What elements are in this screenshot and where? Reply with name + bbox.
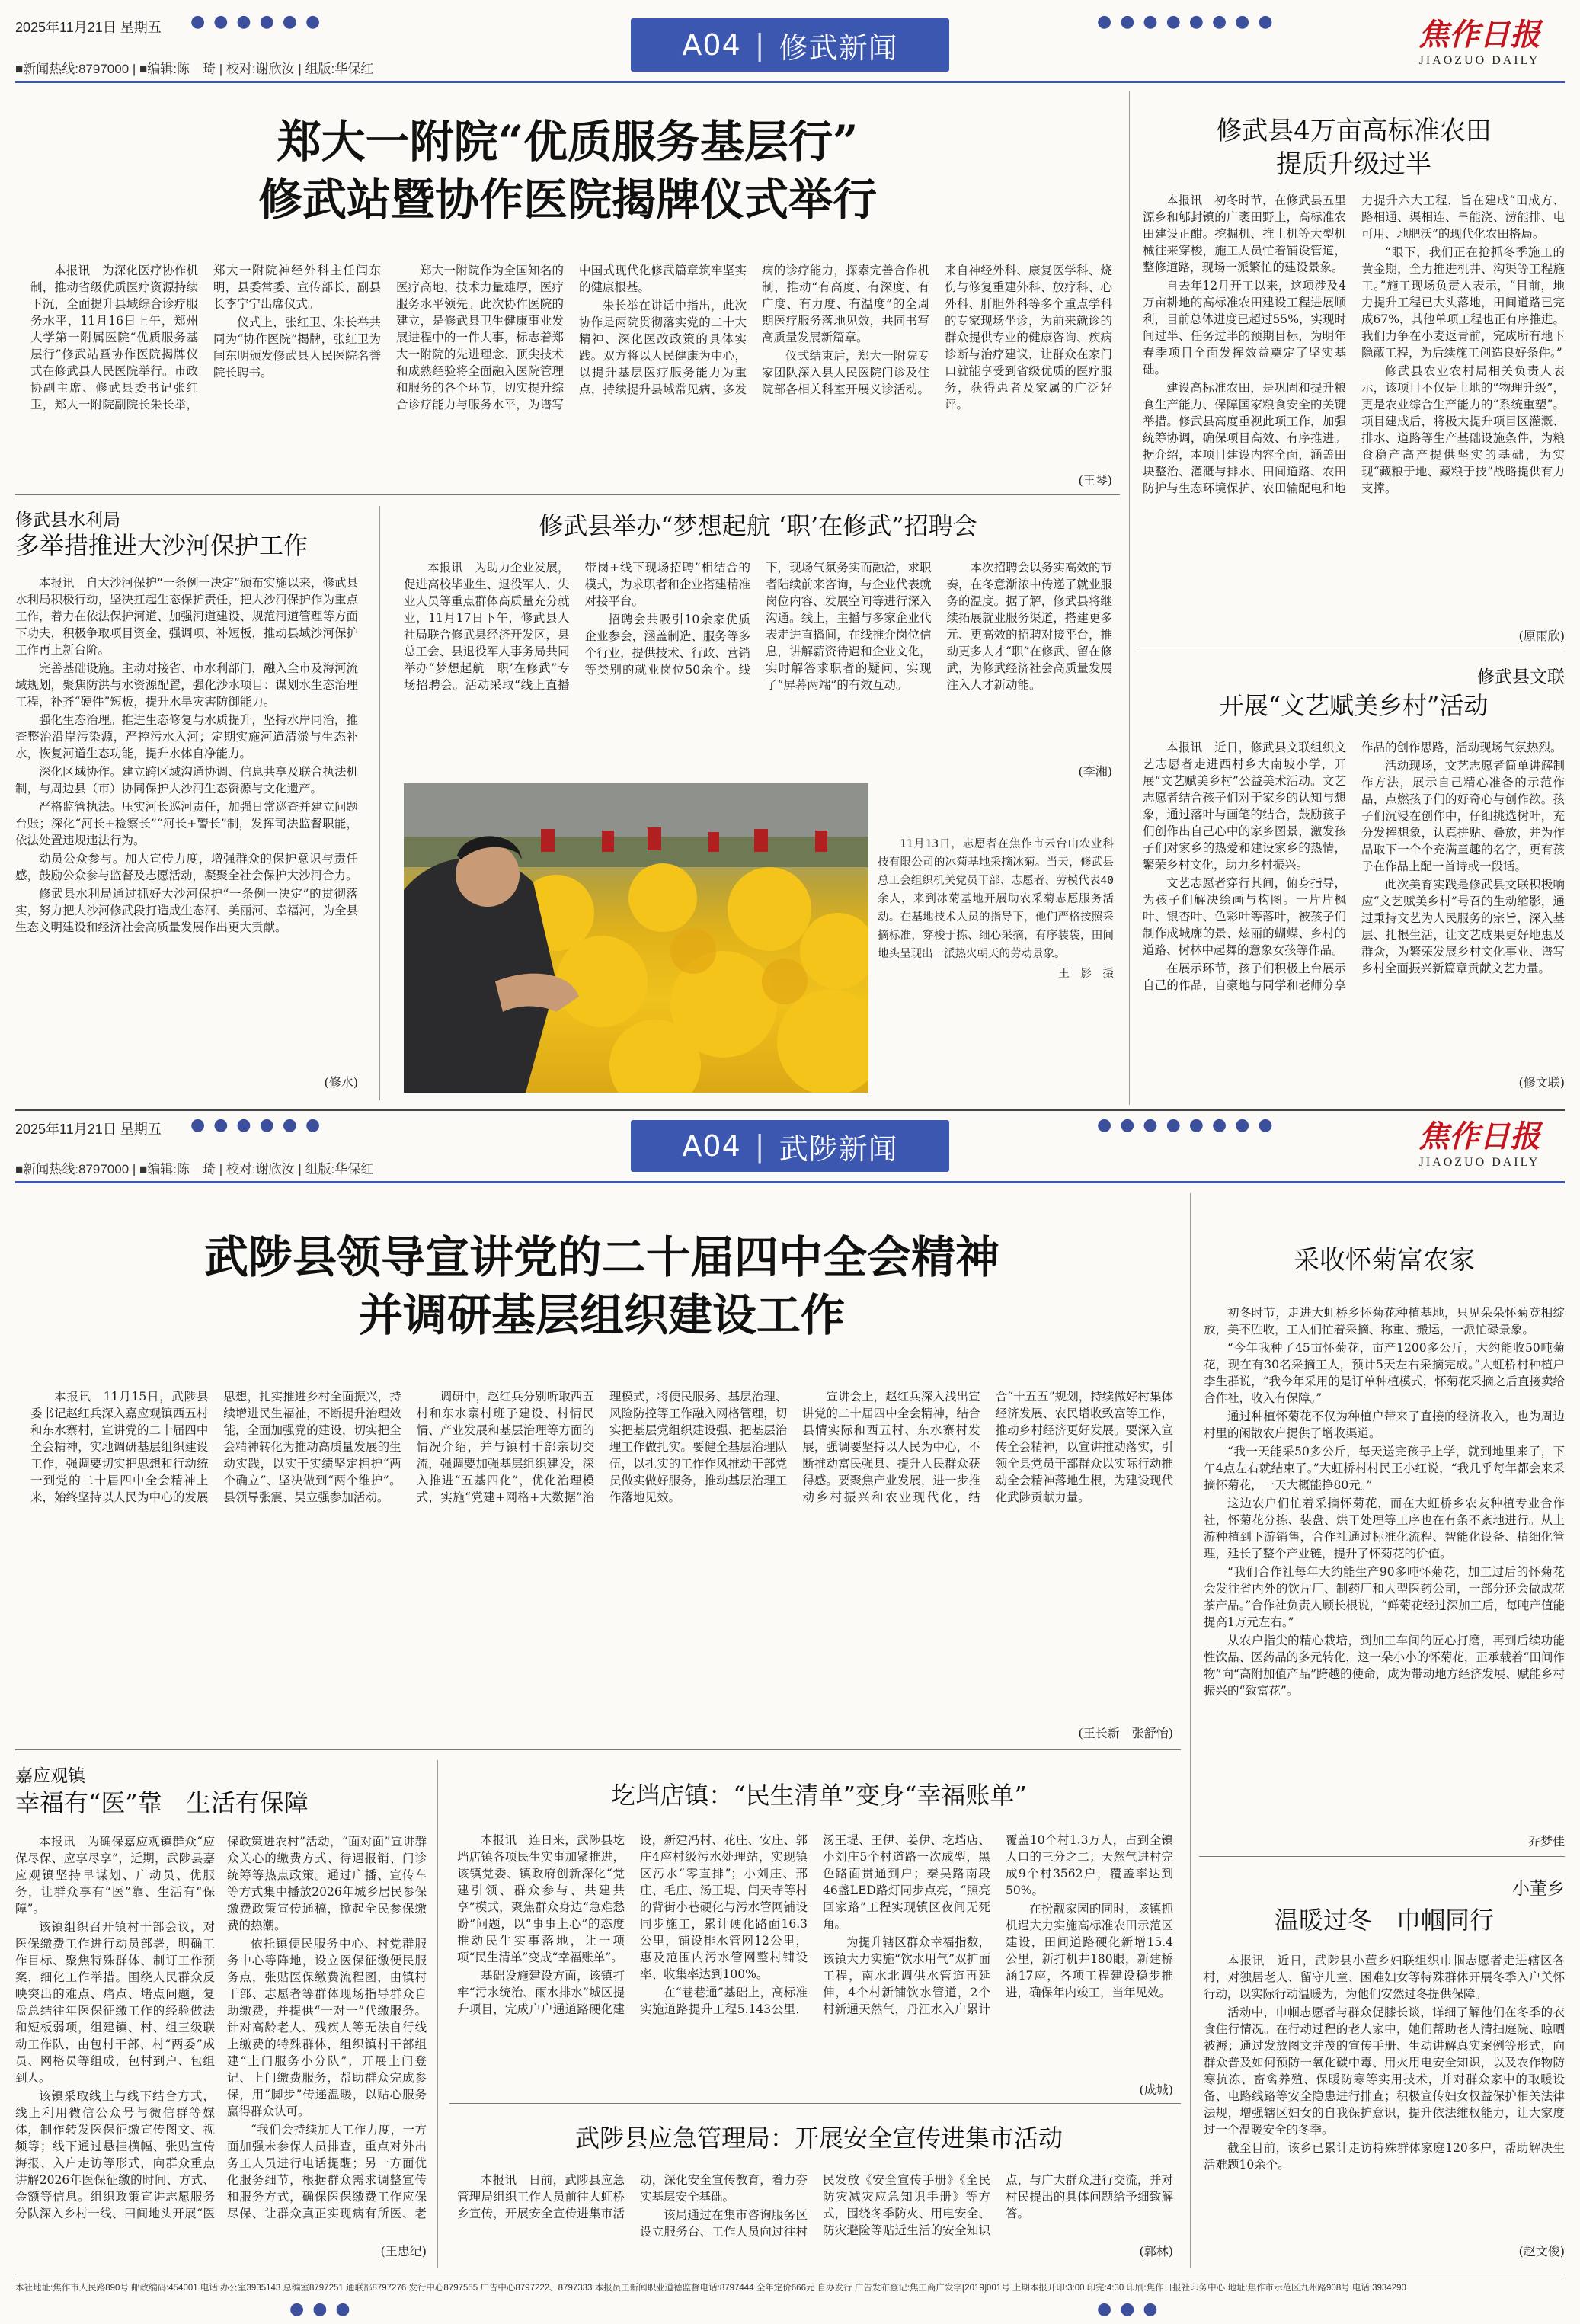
page2-warmth-byline: (赵文俊) xyxy=(1518,2244,1565,2258)
paragraph: 依托镇便民服务中心、村党群服务中心等阵地，设立医保征缴便民服务点，张贴医保缴费流程图，由镇村干部、志愿者等群体现场指导群众自助缴费，并提供“一对一”代缴服务。针对高龄老人、残疾人等无法自行线上缴费的特殊群体，组织镇村干部组建“上门服务小分队”，开展上门登记、上门缴费服务，帮助群众完成参保，用“脚步”传递温暖，以贴心服务赢得群众认可。 xyxy=(227,1937,427,2118)
page-separator xyxy=(15,1109,1565,1111)
page2-divider-mid xyxy=(449,2103,1181,2104)
page2-warmth-kicker: 小董乡 xyxy=(1512,1879,1565,1899)
page2-ledger-body xyxy=(457,1832,1173,2076)
paragraph: “我们合作社每年大约能生产90多吨怀菊花，加工过后的怀菊花会发往省内外的饮片厂、制药厂和大型医药公司，一部分还会做成花茶产品。”合作社负责人顾长根说，“鲜菊花经过深加工后，每吨产值能提高1万元左右。” xyxy=(1204,1565,1565,1629)
page1-culture-body xyxy=(1143,739,1565,1068)
photo-scene xyxy=(404,783,868,1093)
paragraph: 在扮靓家园的同时，该镇抓机遇大力实施高标准农田示范区建设，田间道路硬化新增15.4公里，新打机井180眼，新建桥涵17座，各项工程建设稳步推进，确保年内竣工，当年见效。 xyxy=(1006,1902,1173,1999)
page1-job-title: 修武县举办“梦想起航 ‘职’在修武”招聘会 xyxy=(539,511,977,540)
paragraph: 此次美育实践是修武县文联积极响应“文艺赋美乡村”号召的生动缩影，通过秉持文艺为人民服务的宗旨，深入基层、扎根生活，让文艺成果更好地惠及群众，为繁荣发展乡村文化事业、谱写乡村全面振兴新篇章贡献文艺力量。 xyxy=(1361,878,1565,975)
paragraph: 从农户指尖的精心栽培，到加工车间的匠心打磨，再到后续功能性饮品、医药品的多元转化，这一朵小小的怀菊花，正承载着“田间作物”向“高附加值产品”跨越的使命，成为带动地方经济发展、赋能乡村振兴的“致富花”。 xyxy=(1204,1634,1565,1698)
page2-logo-sub: JIAOZUO DAILY xyxy=(1418,1156,1540,1169)
page2-medical-kicker: 嘉应观镇 xyxy=(15,1766,85,1786)
page1-culture-byline: (修文联) xyxy=(1518,1075,1565,1090)
paragraph: 通过种植怀菊花不仅为种植户带来了直接的经济收入，也为周边村里的闲散农户提供了增收渠道。 xyxy=(1204,1410,1565,1440)
paragraph: 建设高标准农田，是巩固和提升粮食生产能力、保障国家粮食安全的关键举措。修武县高度重视此项工作，加强统筹协调，确保项目高效、有序推进。据介绍，本项目建设内容全面，涵盖田块整治、灌溉与排水、田间道路、农田防护与生态环境保护、农田输配电和地力提升六大工程，旨在建成“田成方、路相通、渠相连、旱能浇、涝能排、电可用、地肥沃”的现代化农田格局。 xyxy=(1143,194,1565,495)
paragraph: 活动中，巾帼志愿者与群众促膝长谈，详细了解他们在冬季的衣食住行情况。在行动过程的老人家中，她们帮助老人清扫庭院、晾晒被褥；通过发放图文并茂的宣传手册、生动讲解真实案例等形式，向群众普及如何预防一氧化碳中毒、用火用电安全知识，以及农作物防寒抗冻、畜禽养殖、保暖防寒等实用技术，并对群众家中的取暖设备、电路线路等安全隐患进行排查；积极宣传妇女权益保护相关法律法规，增强辖区妇女的自我保护意识，提升依法维权能力，让大家度过一个温暖安全的冬季。 xyxy=(1204,2005,1565,2137)
page1-header-dots-right: ● ● ● ● ● ● ● ● xyxy=(1097,12,1275,31)
page2-hotline: ■新闻热线:8797000 | ■编辑:陈 琦 | 校对:谢欣汝 | 组版:华保红 xyxy=(15,1162,374,1176)
paragraph: 仪式结束后，郑大一附院专家团队深入县人民医院门诊及住院部各相关科室开展义诊活动。来自神经外科、康复医学科、烧伤与修复重建外科、放疗科、心外科、肝胆外科等多个重点学科的专家现场坐诊，为前来就诊的群众提供专业的健康咨询、疾病诊断与治疗建议，让群众在家门口就能享受到省级优质的医疗服务，获得患者及家属的广泛好评。 xyxy=(762,264,1112,411)
page2-warmth-title: 温暖过冬 巾帼同行 xyxy=(1274,1906,1494,1935)
page1-lead-body xyxy=(30,262,1112,462)
page2-column-rule xyxy=(1190,1193,1191,2268)
page1-column-rule-left xyxy=(379,506,380,1100)
page2-column-rule-left xyxy=(437,1760,438,2268)
page1-page-number: A04 xyxy=(682,28,741,62)
page1-photo-caption xyxy=(878,835,1114,1087)
paragraph: 本报讯 日前，武陟县应急管理局组织工作人员前往大虹桥乡宣传，开展安全宣传进集市活动，深化安全宣传教育，着力夯实基层安全基础。 xyxy=(457,2173,808,2220)
paragraph: 本次招聘会以务实高效的节奏，在冬意渐浓中传递了就业服务的温度。据了解，修武县将继续拓展就业服务渠道，搭建更多元、更高效的招聘对接平台，推动更多人才“职”在修武、留在修武，为修武经济社会高质量发展注入人才新动能。 xyxy=(946,561,1112,692)
paragraph: 修武县农业农村局相关负责人表示，该项目不仅是土地的“物理升级”，更是农业综合生产能力的“系统重塑”。项目建成后，将极大提升项目区灌溉、排水、道路等生产基础设施条件，为粮食稳产高产提供坚实的基础，为实现“藏粮于地、藏粮于技”战略提供有力支撑。 xyxy=(1361,364,1565,495)
paragraph: 基础设施建设方面，该镇打牢“污水统治、雨水排水”城区提升项目，完成户户通道路硬化建设，新建冯村、花庄、安庄、郭庄4座村级污水处理站，实现镇区污水“零直排”；小刘庄、邢庄、毛庄、汤王堤、闫天寺等村的背街小巷硬化与污水管网铺设同步施工，累计硬化路面16.3公里，铺设排水管网12公里，惠及范围内污水管网整村铺设率、收集率达到100%。 xyxy=(457,1833,808,2016)
page1-culture-kicker: 修武县文联 xyxy=(1477,667,1565,687)
paragraph: 在展示环节，孩子们积极上台展示自己的作品，自豪地与同学和老师分享作品的创作思路，活动现场气氛热烈。 xyxy=(1143,741,1562,992)
page1-lead-title-line1: 郑大一附院“优质服务基层行” xyxy=(277,116,859,168)
paragraph: 仪式上，张红卫、朱长举共同为“协作医院”揭牌，张红卫为闫东明颁发修武县人民医院名誉院长聘书。 xyxy=(213,315,381,379)
page1-job-byline: (李湘) xyxy=(1078,764,1112,779)
paragraph: 本报讯 近日，修武县文联组织文艺志愿者走进西村乡大南坡小学，开展“文艺赋美乡村”公益美术活动。文艺志愿者结合孩子们对于家乡的认知与想象，通过落叶与画笔的结合，鼓励孩子们创作出自己心中的家乡图景，激发孩子们对家乡的热爱和建设家乡的热情，繁荣乡村文化，助力乡村振兴。 xyxy=(1143,741,1346,872)
page2-medical-title: 幸福有“医”靠 生活有保障 xyxy=(15,1788,309,1817)
page1-lead-headline xyxy=(23,113,1112,229)
paragraph: 本报讯 11月15日，武陟县委书记赵红兵深入嘉应观镇西五村和东水寨村，宣讲党的二十届四中全会精神，实地调研基层组织建设工作，强调要切实把思想和行动统一到党的二十届四中全会精神上来，始终坚持以人民为中心的发展思想，扎实推进乡村全面振兴，持续增进民生福祉，不断提升治理效能，全面加强党的建设，切实把全会精神转化为推动高质量发展的生动实践，以实干实绩坚定拥护“两个确立”、坚决做到“两个维护”。县领导张震、吴立强参加活动。 xyxy=(30,1390,401,1504)
page2-lead-headline xyxy=(23,1228,1181,1344)
paragraph: 郑大一附院作为全国知名的医疗高地，技术力量雄厚，医疗服务水平领先。此次协作医院的建立，是修武县卫生健康事业发展进程中的一件大事，标志着郑大一附院的先进理念、顶尖技术和成熟经验将全面融入医院管理和服务的各个环节，切实提升综合诊疗能力与服务水平，为谱写中国式现代化修武篇章筑牢坚实的健康根基。 xyxy=(396,264,747,411)
page2-lead-title-line2: 并调研基层组织建设工作 xyxy=(358,1289,845,1341)
footer-dots-left: ● ● ● xyxy=(289,2300,352,2319)
page1-lead-byline: (王琴) xyxy=(1078,473,1112,488)
paragraph: 该镇组织召开镇村干部会议，对医保缴费工作进行动员部署，明确工作目标、聚焦特殊群体、制订工作预案，细化工作举措。围绕人民群众反映突出的难点、痛点、堵点问题，复盘总结往年医保征缴工作的经验做法和短板弱项，组建镇、村、组三级联动工作队，由包村干部、村“两委”成员、网格员等组成，包村到户、包组到人。 xyxy=(15,1920,215,2085)
page2-ledger-byline: (成城) xyxy=(1139,2082,1173,2097)
page2-date: 2025年11月21日 星期五 xyxy=(15,1122,162,1137)
paragraph: 招聘会共吸引10余家优质企业参会，涵盖制造、服务等多个行业，提供技术、行政、营销等类别的就业岗位50余个。线下，现场气氛务实而融洽，求职者陆续前来咨询，与企业代表就岗位内容、发展空间等进行深入沟通。线上，主播与多家企业代表走进直播间，在线推介岗位信息，讲解薪资待遇和企业文化，实时解答求职者的疑问，实现了“屏幕两端”的有效互动。 xyxy=(584,561,932,692)
page1-divider xyxy=(15,494,1120,495)
page2-section-badge: A04 | 武陟新闻 xyxy=(631,1120,949,1172)
paragraph: 本报讯 初冬时节，在修武县五里源乡和郇封镇的广袤田野上，高标准农田建设正酣。挖掘机、推土机等大型机械往来穿梭，施工人员忙着铺设管道，整修道路，现场一派繁忙的建设景象。 xyxy=(1143,194,1346,274)
page2-ledger-title: 圪垱店镇：“民生清单”变身“幸福账单” xyxy=(611,1781,1027,1810)
paragraph: 严格监管执法。压实河长巡河责任，加强日常巡查并建立问题台账；深化“河长+检察长”“河长+警长”制，发挥司法监督职能，依法处置违规违法行为。 xyxy=(15,800,358,847)
page2-medical-byline: (王忠纪) xyxy=(380,2244,427,2258)
page1-date: 2025年11月21日 星期五 xyxy=(15,20,162,35)
paragraph: 自去年12月开工以来，这项涉及4万亩耕地的高标准农田建设工程进展顺利，目前总体进度已超过55%，实现时间过半、任务过半的预期目标，为明年春季项目全面发挥效益奠定了坚实基础。 xyxy=(1143,279,1346,376)
page1-farmland-headline xyxy=(1143,114,1565,181)
page2-divider xyxy=(15,1749,1181,1750)
page1-culture-title: 开展“文艺赋美乡村”活动 xyxy=(1219,691,1489,720)
page2-emergency-byline: (郭林) xyxy=(1139,2244,1173,2258)
page2-chrysanthemum-title: 采收怀菊富农家 xyxy=(1294,1245,1475,1276)
page1-column-rule xyxy=(1129,91,1130,1105)
paragraph: “今年我种了45亩怀菊花，亩产1200多公斤，大约能收50吨菊花，现在有30名采摘工人，预计5天左右采摘完成。”大虹桥村种植户李生群说，“我今年采用的是订单种植模式，怀菊花采摘之后直接卖给合作社，收入有保障。” xyxy=(1204,1341,1565,1405)
paragraph: 这边农户们忙着采摘怀菊花，而在大虹桥乡农友种植专业合作社，怀菊花分拣、装盘、烘干处理等工序也在有条不紊地进行。从上游种植到下游销售，合作社通过标准化流程、智能化设备、精细化管理，延长了整个产业链，提升了怀菊花的价值。 xyxy=(1204,1497,1565,1561)
paragraph: 宣讲会上，赵红兵深入浅出宣讲党的二十届四中全会精神，结合县情实际和西五村、东水寨村发展，强调要坚持以人民为中心，不断推动富民强县、提升人民群众获得感。要聚焦产业发展，进一步推动乡村振兴和农业现代化，结合“十五五”规划，持续做好村集体经济发展、农民增收致富等工作，推动乡村经济更好发展。要深入宣传全会精神，以宣讲推动落实，引领全县党员干部群众以实际行动推动全会精神落地生根，为建设现代化武陟贡献力量。 xyxy=(802,1390,1173,1504)
page1-farmland-title-line1: 修武县4万亩高标准农田 xyxy=(1216,116,1492,146)
page1-farmland-title-line2: 提质升级过半 xyxy=(1276,149,1431,180)
page2-chrysanthemum-byline: 乔梦佳 xyxy=(1527,1834,1565,1849)
page1-section-badge: A04 | 修武新闻 xyxy=(631,18,949,72)
paragraph: 朱长举在讲话中指出，此次协作是两院贯彻落实党的二十大精神、深化医改政策的具体实践。双方将以人民健康为中心，以提升基层医疗服务能力为重点，持续提升县域常见病、多发病的诊疗能力，探索完善合作机制，推动“有高度、有深度、有广度、有力度、有温度”的全周期医疗服务落地见效，共同书写高质量发展新篇章。 xyxy=(579,264,929,396)
page1-photo-chrysanthemum xyxy=(404,783,868,1093)
page2-emergency-body xyxy=(457,2172,1173,2240)
paragraph: 该镇采取线上与线下结合方式，线上利用微信公众号与微信群等媒体，制作转发医保征缴宣传图文、视频等；线下通过悬挂横幅、张贴宣传海报、入户走访等形式，向群众重点讲解2026年医保征缴的时间、方式、金额等信息。组织政策宣讲志愿服务分队深入乡村一线、田间地头开展“医保政策进农村”活动，“面对面”宣讲群众关心的缴费方式、待遇报销、门诊统筹等热点政策。通过广播、宣传车等方式集中播放2026年城乡居民参保缴费政策宣传通稿，掀起全民参保缴费的热潮。 xyxy=(15,1835,427,2220)
photo-caption-text: 11月13日，志愿者在焦作市云台山农业科技有限公司的冰菊基地采摘冰菊。当天，修武县总工会组织机关党员干部、志愿者、劳模代表40余人，来到冰菊基地开展助农采菊志愿服务活动。在基地技术人员的指导下，他们严格按照采摘标准，穿梭于拣、细心采摘，有序装袋，田间地头呈现出一派热火朝天的劳动景象。 xyxy=(878,838,1114,960)
page1-logo-sub: JIAOZUO DAILY xyxy=(1418,54,1540,67)
page1-water-kicker: 修武县水利局 xyxy=(15,511,120,530)
page2-divider-right xyxy=(1199,1856,1565,1857)
page2-header-dots-right: ● ● ● ● ● ● ● ● xyxy=(1097,1116,1275,1135)
paragraph: 初冬时节，走进大虹桥乡怀菊花种植基地，只见朵朵怀菊竞相绽放，美不胜收，工人们忙着采摘、称重、搬运，一派忙碌景象。 xyxy=(1204,1306,1565,1336)
page1-farmland-byline: (原雨欣) xyxy=(1518,629,1565,643)
page2-header-rule xyxy=(15,1181,1565,1183)
page2-logo xyxy=(1394,1112,1565,1170)
paragraph: 本报讯 近日，武陟县小董乡妇联组织巾帼志愿者走进辖区各村，对独居老人、留守儿童、困难妇女等特殊群体开展冬季入户关怀行动，以实际行动温暖为，为他们安然过冬提供保障。 xyxy=(1204,1954,1565,2001)
paragraph: 为提升辖区群众幸福指数，该镇大力实施“饮水用气”双扩面工程，南水北调供水管道再延伸，4个村新铺饮水管道，2个村新通天然气，丹江水入户累计覆盖10个村1.3万人，占到全镇人口的三分之二；天然气进村完成9个村3562户，覆盖率达到50%。 xyxy=(823,1833,1173,2016)
paragraph: 动员公众参与。加大宣传力度，增强群众的保护意识与责任感，鼓励公众参与监督及志愿活动，凝聚全社会保护大沙河合力。 xyxy=(15,852,358,882)
paragraph: 活动现场，文艺志愿者简单讲解制作方法，展示自己精心准备的示范作品，点燃孩子们的好奇心与创作欲。孩子们沉浸在创作中，仔细挑选树叶，充分发挥想象，认真拼贴、叠放，并为作品取下一个个充满童趣的名字，更有孩子在作品上配一首诗或一段话。 xyxy=(1361,759,1565,873)
page2-medical-body xyxy=(15,1833,427,2237)
paragraph: 截至目前，该乡已累计走访特殊群体家庭120多户，帮助解决生活难题10余个。 xyxy=(1204,2141,1565,2172)
page2-footer: 本社地址:焦作市人民路890号 邮政编码:454001 电话:办公室3935143 总编室8797251 通联部8797276 发行中心8797555 广告中心8797222、8797333 本报员工新闻职业道德监督电话:8797444 全年定价666元 自办发行 广告发布登记:焦工商广发字[2019]001号 上期本报开印:3:00 印完:4:30 印刷:焦作日报社印务中心 地址:焦作市示范区九州路908号 电话:3934290 xyxy=(15,2284,1406,2293)
paragraph: 修武县水利局通过抓好大沙河保护“一条例一决定”的贯彻落实，努力把大沙河修武段打造成生态河、美丽河、幸福河，为全县生态文明建设和经济社会高质量发展作出更大贡献。 xyxy=(15,887,358,934)
page1-water-title: 多举措推进大沙河保护工作 xyxy=(15,531,309,560)
paragraph: 本报讯 为助力企业发展，促进高校毕业生、退役军人、失业人员等重点群体高质量充分就业，11月17日下午，修武县人社局联合修武县经济开发区，县总工会、县退役军人事务局共同举办“梦想起航 职’在修武”专场招聘会。活动采取“线上直播带岗+线下现场招聘”相结合的模式，为求职者和企业搭建精准对接平台。 xyxy=(404,561,750,692)
paragraph: 本报讯 为深化医疗协作机制，推动省级优质医疗资源持续下沉，全面提升县域综合诊疗服务水平，11月16日上午，郑州大学第一附属医院“优质服务基层行”修武站暨协作医院揭牌仪式在修武县人民医院举行。市政协副主席、修武县委书记张红卫，郑大一附院副院长朱长举，郑大一附院神经外科主任闫东明，县委常委、宣传部长、副县长李宁宁出席仪式。 xyxy=(30,264,381,411)
page2-lead-body xyxy=(30,1388,1173,1719)
paragraph: 完善基础设施。主动对接省、市水利部门，融入全市及海河流域规划，聚焦防洪与水资源配置，强化沙水项目：谋划水生态治理工程，补齐“硬件”短板，提升水旱灾害防御能力。 xyxy=(15,661,358,709)
paragraph: “我一天能采50多公斤，每天送完孩子上学，就到地里来了，下午4点左右就结束了。”大虹桥村村民王小红说，“我几乎每年都会来采摘怀菊花，一天大概能挣80元。” xyxy=(1204,1445,1565,1492)
paragraph: 文艺志愿者穿行其间，俯身指导，为孩子们解决绘画与构图。一片片枫叶、银杏叶、色彩叶等落叶，被孩子们制作成城廓的景、炫丽的蝴蝶、乡村的道路、树林中起舞的意象女孩等作品。 xyxy=(1143,876,1346,957)
paragraph: 本报讯 自大沙河保护“一条例一决定”颁布实施以来，修武县水利局积极行动，坚决扛起生态保护责任，把大沙河保护作为重点工作，着力在依法保护河道、加强河道建设、规范河道管理等方面下功夫，积极争取项目资金，强调项、补短板，推动县域沙河保护工作再上新台阶。 xyxy=(15,576,358,657)
paragraph: “眼下，我们正在抢抓冬季施工的黄金期，全力推进机井、沟渠等工程施工。”施工现场负责人表示，“目前，地力提升工程已大头落地，田间道路已完成67%，其他单项工程也正有序推进。我们力争在小麦返青前，完成所有地下隐蔽工程，为后续施工创造良好条件。” xyxy=(1361,245,1565,360)
paragraph: 强化生态治理。推进生态修复与水质提升，坚持水岸同治，推查整治沿岸污染源，严控污水入河；定期实施河道清淤与生态补水，恢复河道生态功能，提升水体自净能力。 xyxy=(15,713,358,760)
page1-water-byline: (修水) xyxy=(324,1075,358,1090)
paragraph: 深化区域协作。建立跨区域沟通协调、信息共享及联合执法机制，与周边县（市）协同保护大沙河生态资源与文化遗产。 xyxy=(15,765,358,795)
page1-logo-text: 焦作日报 xyxy=(1418,17,1540,53)
page2-header-dots: ● ● ● ● ● ● xyxy=(190,1116,322,1135)
page1-section-name: 修武新闻 xyxy=(779,30,898,65)
page2-page-number: A04 xyxy=(682,1129,741,1163)
page2-section-name: 武陟新闻 xyxy=(779,1132,898,1166)
page2-logo-text: 焦作日报 xyxy=(1418,1119,1540,1154)
photo-caption-author: 王 影 摄 xyxy=(1058,968,1114,980)
page2-emergency-title: 武陟县应急管理局：开展安全宣传进集市活动 xyxy=(574,2124,1063,2153)
footer-dots-right: ● ● ● xyxy=(1097,2300,1159,2319)
page2-lead-byline: (王长新 张舒怡) xyxy=(1078,1726,1173,1740)
paragraph: 调研中，赵红兵分别听取西五村和东水寨村班子建设、村情民情、产业发展和基层治理等方面的情况介绍，并与镇村干部亲切交流，强调要加强基层组织建设，深入推进“五基四化”，优化治理模式，实施“党建+网格+大数据”治理模式，将便民服务、基层治理、风险防控等工作融入网格管理，切实把基层党组织建设强、把基层治理工作做扎实。要健全基层治理队伍，以扎实的工作作风推动干部党员做实做好服务，推动基层治理工作落地见效。 xyxy=(416,1390,788,1504)
page1-header-rule xyxy=(15,81,1565,83)
paragraph: 本报讯 为确保嘉应观镇群众“应保尽保、应享尽享”，近期，武陟县嘉应观镇坚持早谋划、广动员、优服务，让群众享有“医”靠、生活有“保障”。 xyxy=(15,1835,215,1916)
page2-lead-title-line1: 武陟县领导宣讲党的二十届四中全会精神 xyxy=(203,1231,999,1283)
page1-job-body xyxy=(404,559,1112,759)
paragraph: 本报讯 连日来，武陟县圪垱店镇各项民生实事加紧推进，该镇党委、镇政府创新深化“党建引领、群众参与、共建共享”模式，聚焦群众身边“急难愁盼”问题，以“事事上心”的态度推动民生实事落地，让一项项“民生清单”变成“幸福账单”。 xyxy=(457,1833,625,1964)
page1-lead-title-line2: 修武站暨协作医院揭牌仪式举行 xyxy=(257,174,877,226)
paragraph: 在“巷巷通”基础上，高标准实施道路提升工程5.143公里，汤王堤、王伊、姜伊、圪垱店、小刘庄5个村道路一次成型，黑色路面贯通到户；秦吴路南段46盏LED路灯同步点亮，“照亮回家路”工程实现镇区夜间无死角。 xyxy=(640,1833,990,2016)
page2-chrysanthemum-body xyxy=(1204,1304,1565,1830)
paragraph: 该局通过在集市咨询服务区设立服务台、工作人员向过往村民发放《安全宣传手册》《全民防灾减灾应急知识手册》等方式，围绕冬季防火、用电安全、防灾避险等贴近生活的安全知识点，与广大群众进行交流，并对村民提出的具体问题给予细致解答。 xyxy=(640,2173,1173,2239)
page1-logo xyxy=(1394,11,1565,68)
page1-header-dots: ● ● ● ● ● ● xyxy=(190,12,322,31)
page1-hotline: ■新闻热线:8797000 | ■编辑:陈 琦 | 校对:谢欣汝 | 组版:华保红 xyxy=(15,62,374,76)
page2-warmth-body xyxy=(1204,1952,1565,2239)
page1-water-body xyxy=(15,575,358,1067)
page1-farmland-body xyxy=(1143,192,1565,623)
paragraph: “我们会持续加大工作力度，一方面加强未参保人员排查，重点对外出务工人员进行电话提醒；另一方面优化服务细节，根据群众需求调整宣传和服务方式，确保医保缴费工作应保尽保、让群众真正实现病有所医、老 xyxy=(227,2123,427,2220)
